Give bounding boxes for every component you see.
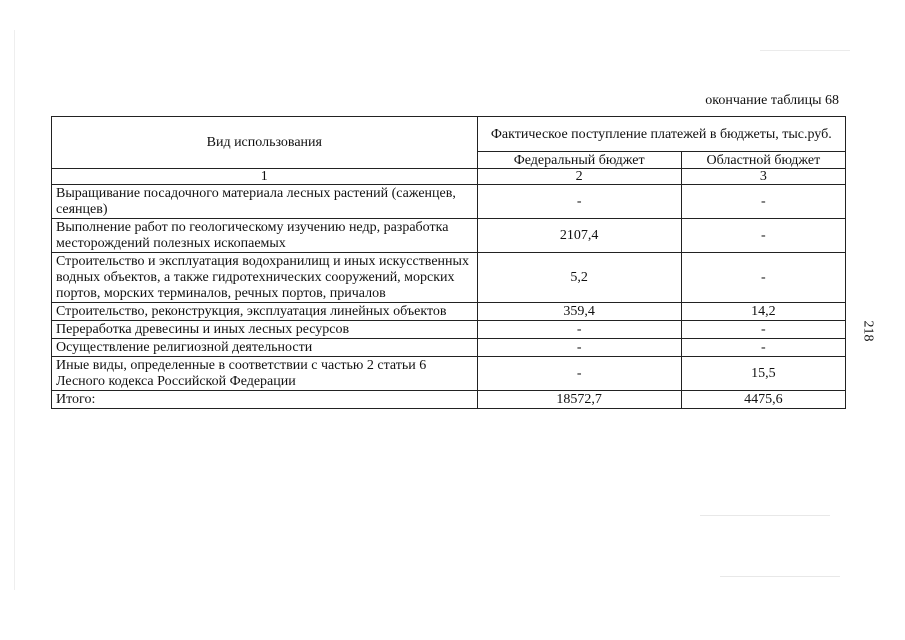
table-row bbox=[52, 339, 846, 357]
row-federal-value: - bbox=[477, 321, 681, 339]
header-regional-budget: Областной бюджет bbox=[681, 152, 845, 169]
row-usage-label: Строительство и эксплуатация водохранилищ и иных искусственных водных объектов, а также гидротехнических сооружений, морских портов, морских терминалов, речных портов, причалов bbox=[52, 253, 478, 303]
table-row bbox=[52, 303, 846, 321]
row-federal-value: - bbox=[477, 339, 681, 357]
row-usage-label: Переработка древесины и иных лесных ресурсов bbox=[52, 321, 478, 339]
row-regional-value: - bbox=[681, 185, 845, 219]
total-federal-value: 18572,7 bbox=[477, 391, 681, 409]
table-row bbox=[52, 185, 846, 219]
header-federal-budget: Федеральный бюджет bbox=[477, 152, 681, 169]
table-continuation-caption: окончание таблицы 68 bbox=[705, 93, 839, 108]
row-federal-value: 2107,4 bbox=[477, 219, 681, 253]
header-payments-group: Фактическое поступление платежей в бюджеты, тыс.руб. bbox=[477, 117, 845, 152]
row-regional-value: 15,5 bbox=[681, 357, 845, 391]
row-federal-value: - bbox=[477, 357, 681, 391]
column-number: 3 bbox=[681, 169, 845, 185]
scan-edge-mark bbox=[14, 30, 15, 590]
row-federal-value: 359,4 bbox=[477, 303, 681, 321]
table-row bbox=[52, 253, 846, 303]
row-regional-value: - bbox=[681, 219, 845, 253]
column-number: 2 bbox=[477, 169, 681, 185]
row-regional-value: - bbox=[681, 253, 845, 303]
table-header-row bbox=[52, 117, 846, 152]
column-number-row bbox=[52, 169, 846, 185]
scan-noise-mark bbox=[760, 50, 850, 51]
page-number: 218 bbox=[860, 320, 876, 342]
row-usage-label: Иные виды, определенные в соответствии с частью 2 статьи 6 Лесного кодекса Российской Федерации bbox=[52, 357, 478, 391]
header-usage-type: Вид использования bbox=[52, 117, 478, 169]
row-federal-value: 5,2 bbox=[477, 253, 681, 303]
table-total-row bbox=[52, 391, 846, 409]
table-row bbox=[52, 321, 846, 339]
table-row bbox=[52, 219, 846, 253]
column-number: 1 bbox=[52, 169, 478, 185]
scan-noise-mark bbox=[720, 576, 840, 577]
row-regional-value: - bbox=[681, 339, 845, 357]
total-regional-value: 4475,6 bbox=[681, 391, 845, 409]
row-usage-label: Строительство, реконструкция, эксплуатация линейных объектов bbox=[52, 303, 478, 321]
scan-noise-mark bbox=[700, 515, 830, 516]
row-usage-label: Осуществление религиозной деятельности bbox=[52, 339, 478, 357]
row-regional-value: 14,2 bbox=[681, 303, 845, 321]
row-usage-label: Выращивание посадочного материала лесных растений (саженцев, сеянцев) bbox=[52, 185, 478, 219]
total-label: Итого: bbox=[52, 391, 478, 409]
table-row bbox=[52, 357, 846, 391]
budget-payments-table bbox=[51, 116, 846, 409]
row-usage-label: Выполнение работ по геологическому изучению недр, разработка месторождений полезных ископаемых bbox=[52, 219, 478, 253]
row-regional-value: - bbox=[681, 321, 845, 339]
row-federal-value: - bbox=[477, 185, 681, 219]
